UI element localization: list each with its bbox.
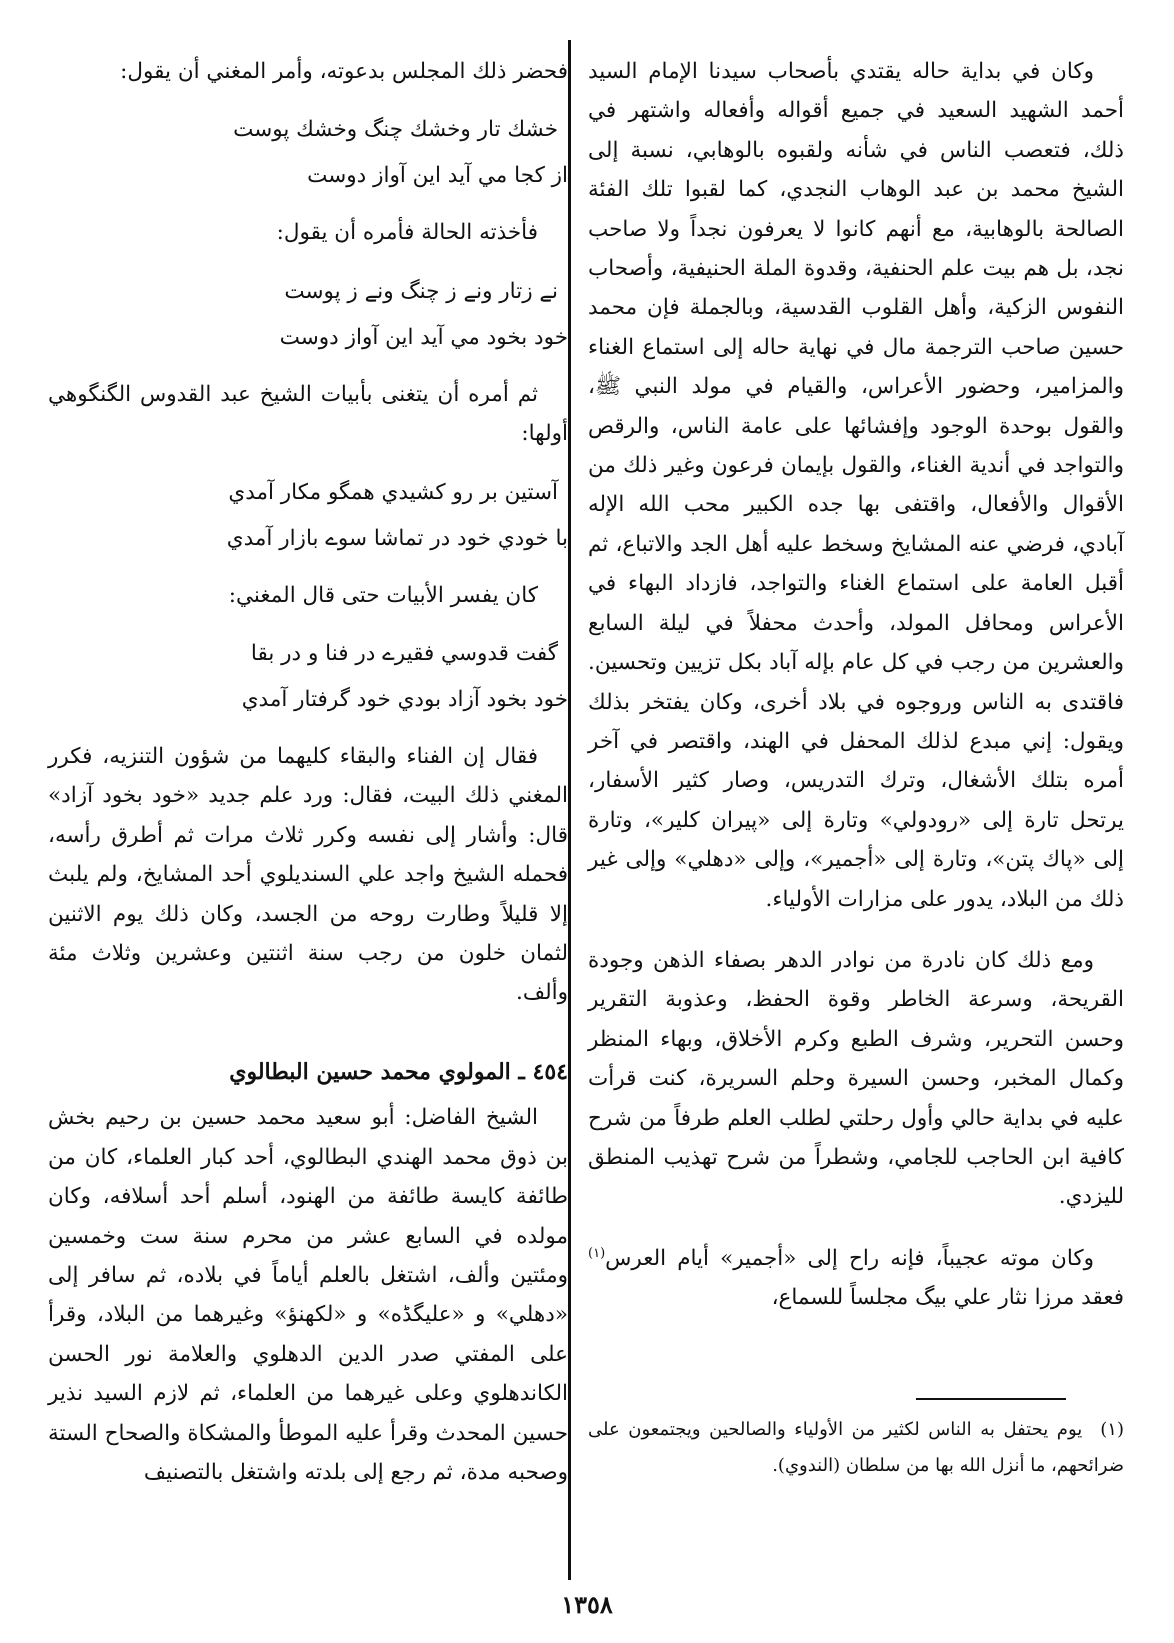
verse-line: خشك تار وخشك چنگ وخشك پوست	[233, 117, 558, 143]
text-run: وكان موته عجيباً، فإنه راح إلى «أجمير» أيام العرس	[605, 1245, 1094, 1271]
paragraph: وكان في بداية حاله يقتدي بأصحاب سيدنا الإمام السيد أحمد الشهيد السعيد في جميع أقواله وأفعاله واشتهر في ذلك، فتعصب الناس في شأنه ولقبوه بالوهابي، نسبة إلى الشيخ محمد بن عبد الوهاب النجدي، كما لقبوا تلك الفئة الصالحة بالوهابية، مع أنهم كانوا لا يعرفون نجداً ولا صاحب نجد، بل هم بيت علم الحنفية، وقدوة الملة الحنيفية، وأصحاب النفوس الزكية، وأهل القلوب القدسية، وبالجملة فإن محمد حسين صاحب الترجمة مال في نهاية حاله إلى استماع الغناء والمزامير، وحضور الأعراس، والقيام في مولد النبي ﷺ، والقول بوحدة الوجود وإفشائها على عامة الناس، والرقص والتواجد في أندية الغناء، والقول بإيمان فرعون وغير ذلك من الأقوال والأفعال، واقتفى بها جده الكبير محب الله الإله آبادي، فرضي عنه المشايخ وسخط عليه أهل الجد والاتباع، ثم أقبل العامة على استماع الغناء والتواجد، فازداد البهاء في الأعراس ومحافل المولد، وأحدث محفلاً في ليلة السابع والعشرين من رجب في كل عام بإله آباد بكل تزيين وتحسين. فاقتدى به الناس وروجوه في بلاد أخرى، وكان يفتخر بذلك ويقول: إني مبدع لذلك المحفل في الهند، واقتصر في آخر أمره بتلك الأشغال، وترك التدريس، وصار كثير الأسفار، يرتحل تارة إلى «رودولي» وتارة إلى «پيران كلير»، وتارة إلى «پاك پتن»، وتارة إلى «أجمير»، وإلى «دهلي» وإلى غير ذلك من البلاد، يدور على مزارات الأولياء.	[588, 59, 1124, 912]
paragraph: ومع ذلك كان نادرة من نوادر الدهر بصفاء الذهن وجودة القريحة، وسرعة الخاطر وقوة الحفظ، وعذوبة التقرير وحسن التحرير، وشرف الطبع وكرم الأخلاق، وبهاء المنظر وكمال المخبر، وحسن السيرة وحلم السريرة، كنت قرأت عليه في بداية حالي وأول رحلتي لطلب العلم طرفاً من شرح كافية ابن الحاجب للجامي، وشطراً من شرح تهذيب المنطق لليزدي.	[588, 947, 1124, 1210]
page-number: ١٣٥٨	[561, 1590, 613, 1619]
footnote-text: يوم يحتفل به الناس لكثير من الأولياء والصالحين ويجتمعون على ضرائحهم، ما أنزل الله بها من سلطان (الندوي).	[588, 1419, 1124, 1476]
right-column	[588, 52, 1124, 1318]
footnote	[588, 1412, 1124, 1484]
column-divider	[568, 40, 571, 1580]
paragraph: فقال إن الفناء والبقاء كليهما من شؤون التنزيه، فكرر المغني ذلك البيت، فقال: ورد علم جديد «خود بخود آزاد» قال: وأشار إلى نفسه وكرر ثلاث مرات ثم أطرق رأسه، فحمله الشيخ واجد علي السنديلوي أحد المشايخ، ولم يلبث إلا قليلاً وطارت روحه من الجسد، وكان ذلك يوم الاثنين لثمان خلون من رجب سنة اثنتين وعشرين وثلاث مئة وألف.	[48, 744, 568, 1006]
paragraph: ثم أمره أن يتغنى بأبيات الشيخ عبد القدوس الگنگوهي أولها:	[48, 381, 568, 447]
verse-line: خود بخود مي آيد اين آواز دوست	[279, 324, 568, 350]
footnote-marker: (١)	[1100, 1419, 1124, 1440]
paragraph: فحضر ذلك المجلس بدعوته، وأمر المغني أن يقول:	[120, 59, 568, 84]
paragraph: كان يفسر الأبيات حتى قال المغني:	[228, 582, 538, 608]
verse-line: گفت قدوسي فقيرے در فنا و در بقا	[250, 641, 558, 667]
paragraph: الشيخ الفاضل: أبو سعيد محمد حسين بن رحيم بخش بن ذوق محمد الهندي البطالوي، أحد كبار العلماء، كان من طائفة كايسة طائفة من الهنود، أسلم أحد أسلافه، وكان مولده في السابع عشر من محرم سنة ست وخمسين ومئتين وألف، اشتغل بالعلم أياماً في بلاده، ثم سافر إلى «دهلي» و «عليگڈه» و «لكهنؤ» وغيرهما من البلاد، وقرأ على المفتي صدر الدين الدهلوي والعلامة نور الحسن الكاندهلوي وعلى غيرهما من العلماء، ثم لازم السيد نذير حسين المحدث وقرأ عليه الموطأ والمشكاة والصحاح الستة وصحبه مدة، ثم رجع إلى بلدته واشتغل بالتصنيف	[48, 1105, 568, 1485]
verse-line: از كجا مي آيد اين آواز دوست	[307, 163, 568, 189]
verse-line: آستين بر رو كشيدي همگو مكار آمدي	[228, 479, 558, 505]
verse-line: با خودي خود در تماشا سوے بازار آمدي	[226, 525, 568, 551]
biography-heading: ٤٥٤ ـ المولوي محمد حسين البطالوي	[229, 1058, 568, 1085]
poem	[48, 269, 568, 361]
poem	[48, 107, 568, 199]
text-run: فعقد مرزا نثار علي بيگ مجلساً للسماع،	[771, 1285, 1124, 1311]
footnote-reference: (١)	[588, 1245, 606, 1261]
poem	[48, 470, 568, 562]
paragraph	[588, 1239, 1124, 1318]
left-column	[48, 52, 568, 1492]
poem	[48, 631, 568, 723]
footnote-separator	[916, 1398, 1066, 1400]
paragraph: فأخذته الحالة فأمره أن يقول:	[276, 220, 538, 246]
verse-line: نے زتار ونے ز چنگ ونے ز پوست	[284, 278, 558, 304]
verse-line: خود بخود آزاد بودي خود گرفتار آمدي	[241, 687, 568, 713]
